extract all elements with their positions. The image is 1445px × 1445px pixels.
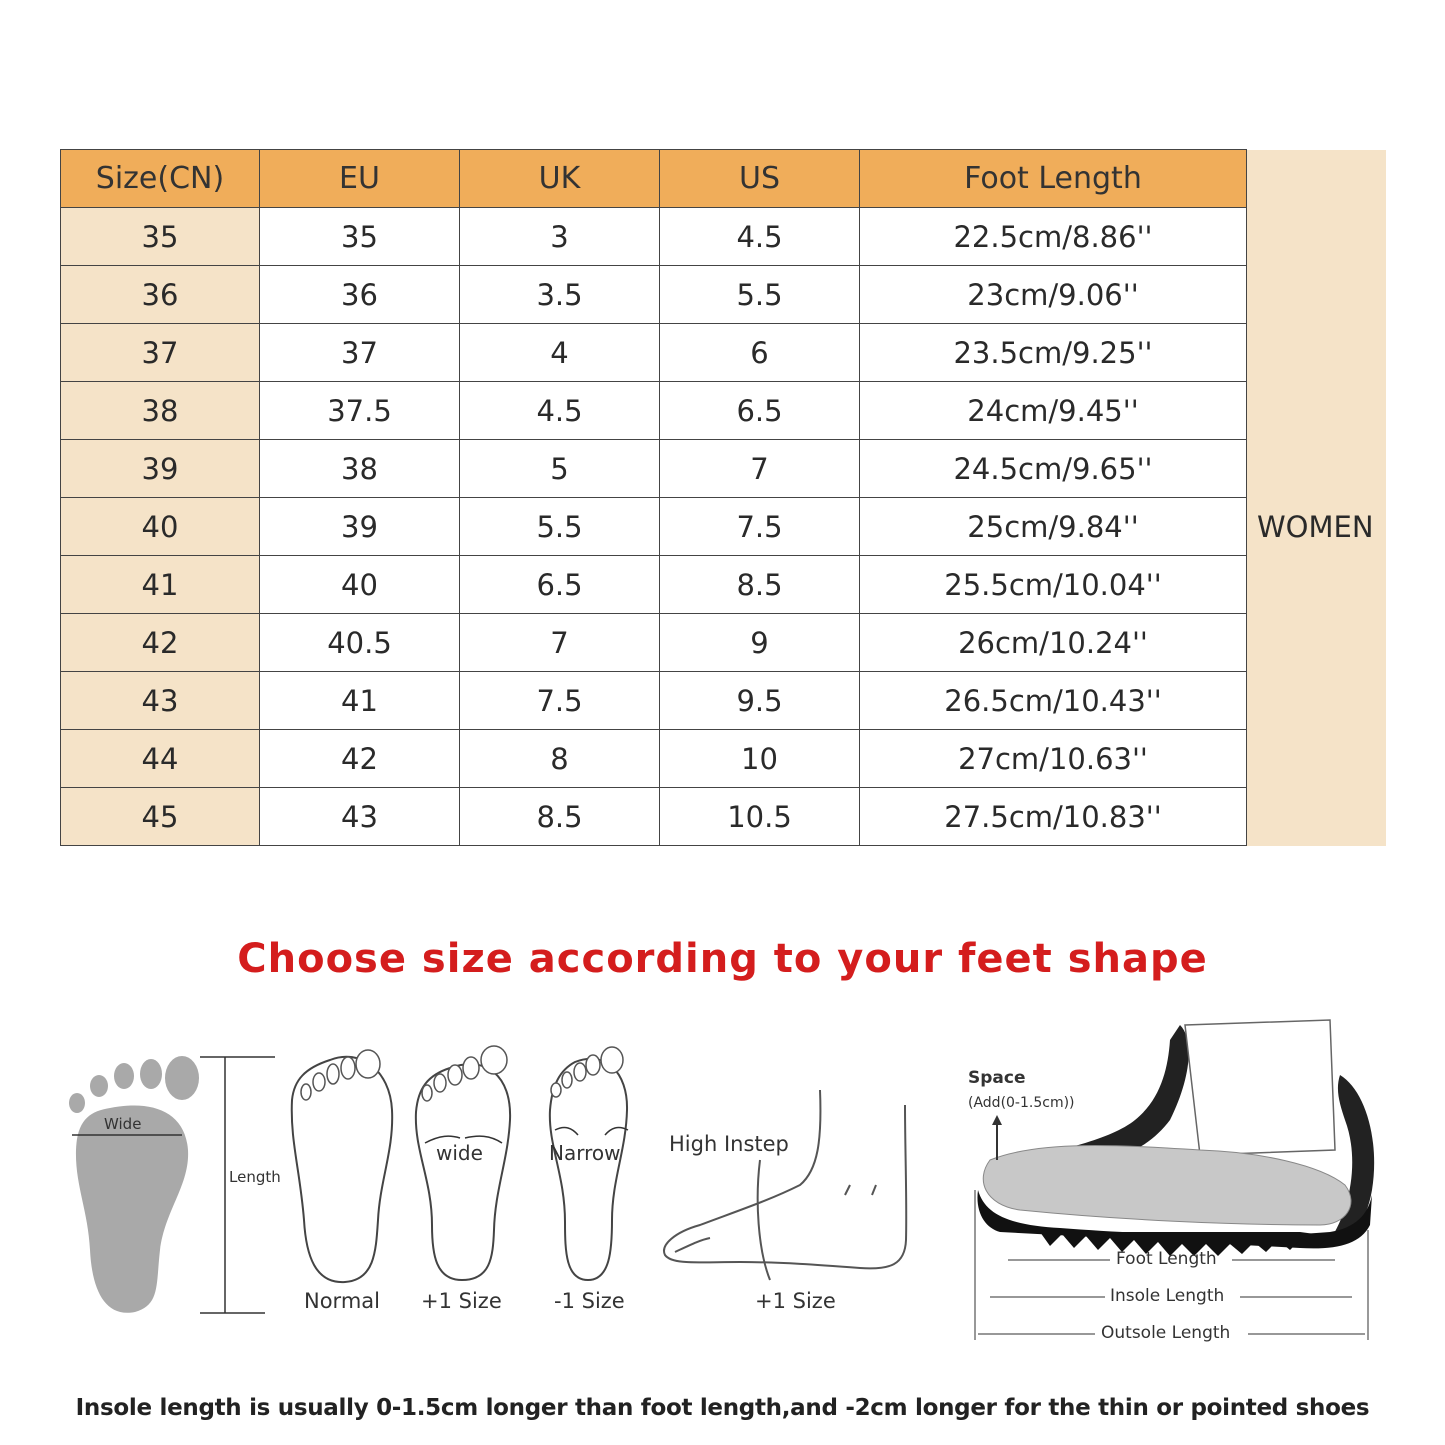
cell-eu: 43 [260,788,460,846]
cell-eu: 37.5 [260,382,460,440]
feet-shape-heading: Choose size according to your feet shape [237,936,1208,982]
cell-us: 6 [660,324,860,382]
cell-us: 4.5 [660,208,860,266]
space-arrow-head-icon [992,1115,1002,1125]
narrow-caption: -1 Size [554,1289,625,1313]
cell-eu: 40.5 [260,614,460,672]
foot-wide-label: wide [436,1141,483,1165]
wide-label: Wide [104,1115,142,1133]
cell-foot-length: 26.5cm/10.43'' [860,672,1247,730]
foot-narrow-label: Narrow [549,1141,621,1165]
cell-uk: 7 [460,614,660,672]
cell-uk: 7.5 [460,672,660,730]
cell-us: 7.5 [660,498,860,556]
normal-caption: Normal [304,1289,380,1313]
space-label: Space [968,1068,1026,1088]
header-uk: UK [460,150,660,208]
cell-uk: 6.5 [460,556,660,614]
cell-uk: 4 [460,324,660,382]
cell-eu: 39 [260,498,460,556]
outsole-length-label: Outsole Length [1101,1323,1231,1343]
cell-size-cn: 42 [61,614,260,672]
cell-eu: 35 [260,208,460,266]
cell-foot-length: 26cm/10.24'' [860,614,1247,672]
header-size-cn: Size(CN) [61,150,260,208]
cell-uk: 4.5 [460,382,660,440]
header-eu: EU [260,150,460,208]
cell-foot-length: 24cm/9.45'' [860,382,1247,440]
cell-uk: 8.5 [460,788,660,846]
cell-eu: 41 [260,672,460,730]
cell-us: 10 [660,730,860,788]
cell-foot-length: 27cm/10.63'' [860,730,1247,788]
women-label: WOMEN [1247,208,1386,846]
cell-foot-length: 25cm/9.84'' [860,498,1247,556]
shoe-cross-section-icon [977,1020,1374,1256]
cell-eu: 38 [260,440,460,498]
cell-uk: 5 [460,440,660,498]
insole-note: Insole length is usually 0-1.5cm longer than foot length,and -2cm longer for the thin or pointed shoes [75,1395,1370,1421]
cell-uk: 5.5 [460,498,660,556]
cell-uk: 3 [460,208,660,266]
cell-size-cn: 45 [61,788,260,846]
cell-us: 9 [660,614,860,672]
cell-us: 7 [660,440,860,498]
cell-foot-length: 24.5cm/9.65'' [860,440,1247,498]
header-us: US [660,150,860,208]
cell-us: 5.5 [660,266,860,324]
cell-foot-length: 22.5cm/8.86'' [860,208,1247,266]
cell-size-cn: 38 [61,382,260,440]
length-label: Length [229,1168,281,1186]
cell-us: 6.5 [660,382,860,440]
cell-eu: 40 [260,556,460,614]
footprint-icon [69,1056,199,1313]
cell-size-cn: 36 [61,266,260,324]
cell-us: 8.5 [660,556,860,614]
cell-foot-length: 23cm/9.06'' [860,266,1247,324]
cell-size-cn: 41 [61,556,260,614]
wide-caption: +1 Size [421,1289,502,1313]
cell-size-cn: 40 [61,498,260,556]
cell-foot-length: 27.5cm/10.83'' [860,788,1247,846]
instep-caption: +1 Size [755,1289,836,1313]
cell-foot-length: 23.5cm/9.25'' [860,324,1247,382]
cell-size-cn: 43 [61,672,260,730]
header-foot-length: Foot Length [860,150,1247,208]
cell-size-cn: 35 [61,208,260,266]
cell-size-cn: 44 [61,730,260,788]
cell-uk: 3.5 [460,266,660,324]
cell-uk: 8 [460,730,660,788]
cell-size-cn: 39 [61,440,260,498]
high-instep-label: High Instep [669,1132,789,1156]
foot-length-label: Foot Length [1116,1249,1217,1269]
high-instep-foot-outline [664,1090,906,1280]
cell-us: 10.5 [660,788,860,846]
cell-us: 9.5 [660,672,860,730]
space-sub-label: (Add(0-1.5cm)) [968,1095,1075,1111]
cell-eu: 37 [260,324,460,382]
cell-foot-length: 25.5cm/10.04'' [860,556,1247,614]
cell-eu: 36 [260,266,460,324]
cell-eu: 42 [260,730,460,788]
insole-length-label: Insole Length [1110,1286,1225,1306]
cell-size-cn: 37 [61,324,260,382]
